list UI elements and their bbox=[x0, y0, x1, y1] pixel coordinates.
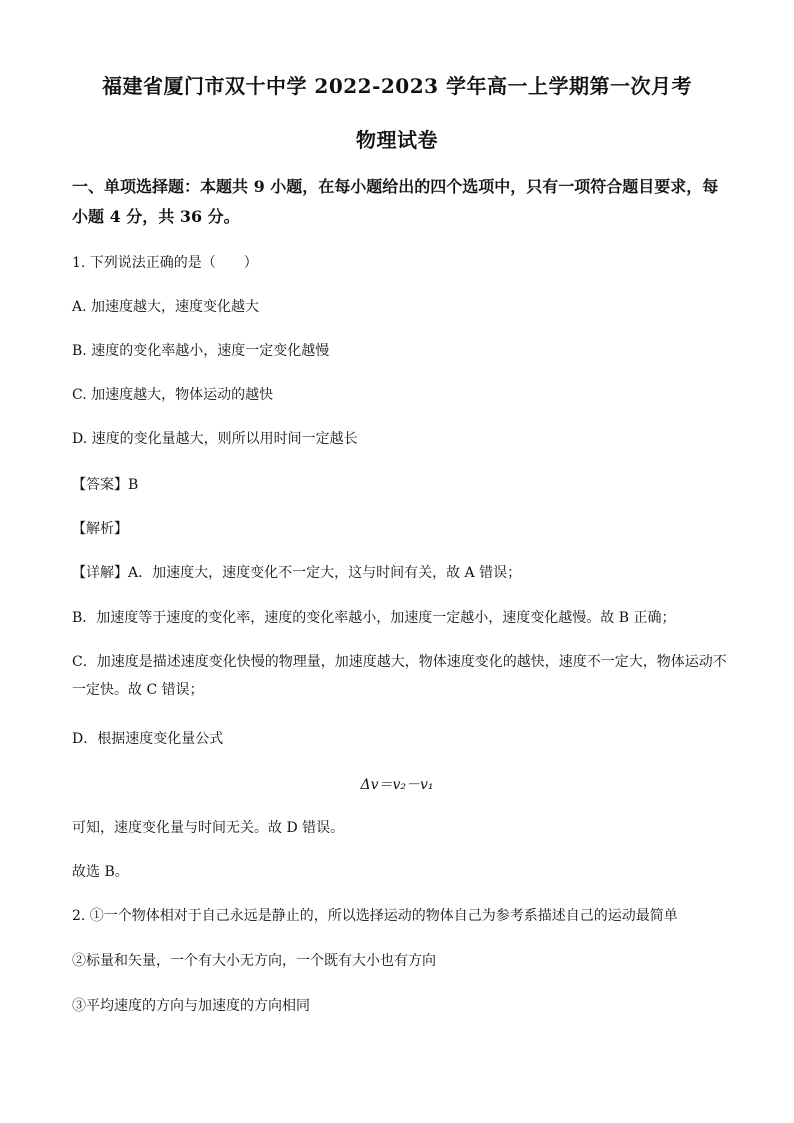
document-subtitle: 物理试卷 bbox=[356, 128, 438, 152]
question-2-line-3: ③平均速度的方向与加速度的方向相同 bbox=[72, 998, 310, 1014]
section-heading: 一、单项选择题：本题共 9 小题，在每小题给出的四个选项中，只有一项符合题目要求，每小题 4 分，共 36 分。 bbox=[72, 177, 719, 226]
choose-line: 故选 B。 bbox=[72, 864, 129, 880]
question-2-line-1: 2. ①一个物体相对于自己永远是静止的，所以选择运动的物体自己为参考系描述自己的运动最简单 bbox=[72, 908, 678, 924]
analysis-label: 【解析】 bbox=[72, 521, 128, 537]
detail-conclusion: 可知，速度变化量与时间无关。故 D 错误。 bbox=[72, 820, 345, 836]
answer-label: 【答案】B bbox=[72, 477, 139, 493]
question-2-line-2: ②标量和矢量，一个有大小无方向，一个既有大小也有方向 bbox=[72, 953, 436, 969]
detail-line-b: B．加速度等于速度的变化率，速度的变化率越小，加速度一定越小，速度变化越慢。故 B 正确； bbox=[72, 610, 676, 626]
velocity-change-formula: Δv＝v₂－v₁ bbox=[360, 777, 434, 793]
question-1-option-d: D. 速度的变化量越大，则所以用时间一定越长 bbox=[72, 431, 358, 447]
detail-line-c: C．加速度是描述速度变化快慢的物理量，加速度越大，物体速度变化的越快，速度不一定大，物体运动不一定快。故 C 错误； bbox=[72, 654, 727, 698]
question-1-option-b: B. 速度的变化率越小，速度一定变化越慢 bbox=[72, 343, 330, 359]
question-1-option-c: C. 加速度越大，物体运动的越快 bbox=[72, 387, 274, 403]
document-title: 福建省厦门市双十中学 2022-2023 学年高一上学期第一次月考 bbox=[101, 74, 693, 98]
detail-line-d: D．根据速度变化量公式 bbox=[72, 731, 224, 747]
detail-line-a: 【详解】A．加速度大，速度变化不一定大，这与时间有关，故 A 错误； bbox=[72, 565, 522, 581]
question-1-option-a: A. 加速度越大，速度变化越大 bbox=[72, 299, 260, 315]
question-1-stem: 1. 下列说法正确的是（ ） bbox=[72, 255, 258, 271]
